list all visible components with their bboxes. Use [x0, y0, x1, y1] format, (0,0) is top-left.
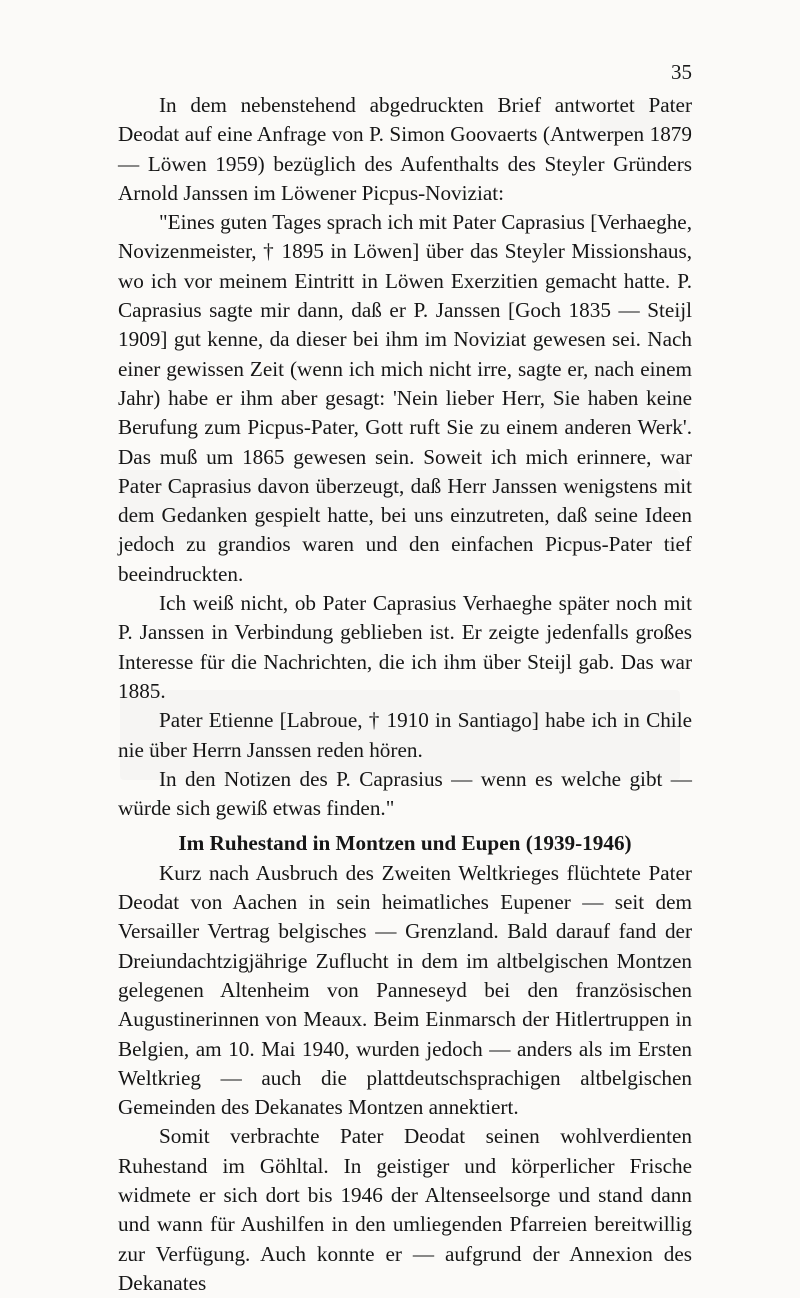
paragraph-letter-quote: "Eines guten Tages sprach ich mit Pater Caprasius [Verhaeghe, Novizenmeister, † 1895 in Löwen] über das Steyler Missionshaus, wo ich vor meinem Eintritt in Löwen Exerzitien gemacht hatte. P. Caprasius sagte mir dann, daß er P. Janssen [Goch 1835 — Steijl 1909] gut kenne, da dieser bei ihm im Noviziat gewesen sei. Nach einer gewissen Zeit (wenn ich mich nicht irre, sagte er, nach einem Jahr) habe er ihm aber gesagt: 'Nein lieber Herr, Sie haben keine Berufung zum Picpus-Pater, Gott ruft Sie zu einem anderen Werk'. Das muß um 1865 gewesen sein. Soweit ich mich erinnere, war Pater Caprasius davon überzeugt, daß Herr Janssen wenigstens mit dem Gedanken gespielt hatte, bei uns einzutreten, daß seine Ideen jedoch zu grandios waren und den einfachen Picpus-Pater tief beeindruckten. — [118, 210, 692, 586]
paragraph-intro: In dem nebenstehend abgedruckten Brief antwortet Pater Deodat auf eine Anfrage von P. Simon Goovaerts (Antwerpen 1879 — Löwen 1959) bezüglich des Aufenthalts des Steyler Gründers Arnold Janssen im Löwener Picpus-Noviziat: — [118, 93, 692, 205]
paragraph-ruhestand-1: Kurz nach Ausbruch des Zweiten Weltkrieges flüchtete Pater Deodat von Aachen in sein heimatliches Eupener — seit dem Versailler Vertrag belgisches — Grenzland. Bald darauf fand der Dreiundachtzigjährige Zuflucht in dem im altbelgischen Montzen gelegenen Altenheim von Panneseyd bei den französischen Augustinerinnen von Meaux. Beim Einmarsch der Hitlertruppen in Belgien, am 10. Mai 1940, wurden jedoch — anders als im Ersten Weltkrieg — auch die plattdeutschsprachigen altbelgischen Gemeinden des Dekanates Montzen annektiert. — [118, 860, 692, 1120]
page-number: 35 — [671, 60, 692, 84]
paragraph-letter-notizen: In den Notizen des P. Caprasius — wenn es welche gibt — würde sich gewiß etwas finden." — [118, 766, 692, 821]
body-text — [118, 91, 692, 1298]
paragraph-letter-verhaeghe: Ich weiß nicht, ob Pater Caprasius Verhaeghe später noch mit P. Janssen in Verbindung geblieben ist. Er zeigte jedenfalls großes Interesse für die Nachrichten, die ich ihm über Steijl gab. Das war 1885. — [118, 591, 692, 703]
paragraph-ruhestand-2: Somit verbrachte Pater Deodat seinen wohlverdienten Ruhestand im Göhltal. In geistiger und körperlicher Frische widmete er sich dort bis 1946 der Altenseelsorge und stand dann und wann für Aushilfen in den umliegenden Pfarreien bereitwillig zur Verfügung. Auch konnte er — aufgrund der Annexion des Dekanates — [118, 1124, 692, 1295]
section-heading: Im Ruhestand in Montzen und Eupen (1939-1946) — [178, 831, 632, 856]
paragraph-letter-etienne: Pater Etienne [Labroue, † 1910 in Santiago] habe ich in Chile nie über Herrn Janssen reden hören. — [118, 708, 692, 762]
